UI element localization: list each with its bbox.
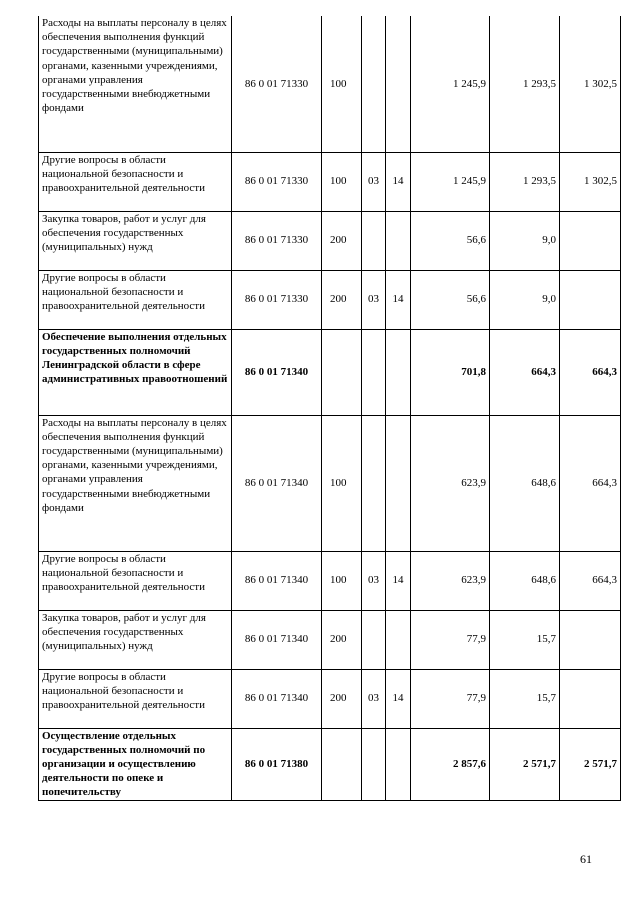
row-vr-cell: 200 bbox=[322, 669, 362, 728]
row-name-cell: Другие вопросы в области национальной безопасности и правоохранительной деятельности bbox=[39, 669, 232, 728]
row-pr-cell: 14 bbox=[386, 551, 411, 610]
table-body bbox=[39, 16, 621, 800]
row-year1-cell: 56,6 bbox=[411, 211, 490, 270]
row-year1-cell: 623,9 bbox=[411, 551, 490, 610]
table-row bbox=[39, 610, 621, 669]
row-rz-cell bbox=[362, 415, 386, 551]
row-rz-cell: 03 bbox=[362, 270, 386, 329]
row-year1-cell: 56,6 bbox=[411, 270, 490, 329]
row-name-cell: Другие вопросы в области национальной безопасности и правоохранительной деятельности bbox=[39, 152, 232, 211]
row-vr-cell: 100 bbox=[322, 152, 362, 211]
table-row bbox=[39, 415, 621, 551]
row-name-cell: Закупка товаров, работ и услуг для обеспечения государственных (муниципальных) нужд bbox=[39, 211, 232, 270]
row-rz-cell bbox=[362, 329, 386, 415]
table-row bbox=[39, 16, 621, 152]
row-name-cell: Расходы на выплаты персоналу в целях обеспечения выполнения функций государственными (муниципальными) органами, казенными учреждениями, органами управления государственными внебюджетными фондами bbox=[39, 415, 232, 551]
row-csr-cell: 86 0 01 71380 bbox=[232, 728, 322, 800]
page-number: 61 bbox=[580, 852, 592, 866]
row-pr-cell bbox=[386, 610, 411, 669]
table-row bbox=[39, 669, 621, 728]
row-year3-cell bbox=[560, 211, 621, 270]
row-pr-cell: 14 bbox=[386, 669, 411, 728]
table-row bbox=[39, 551, 621, 610]
row-vr-cell: 100 bbox=[322, 16, 362, 152]
row-csr-cell: 86 0 01 71330 bbox=[232, 152, 322, 211]
row-name-cell: Расходы на выплаты персоналу в целях обеспечения выполнения функций государственными (муниципальными) органами, казенными учреждениями, органами управления государственными внебюджетными фондами bbox=[39, 16, 232, 152]
row-vr-cell: 200 bbox=[322, 270, 362, 329]
row-vr-cell: 100 bbox=[322, 415, 362, 551]
row-rz-cell bbox=[362, 610, 386, 669]
row-year3-cell bbox=[560, 610, 621, 669]
row-pr-cell bbox=[386, 211, 411, 270]
row-name-cell: Обеспечение выполнения отдельных государственных полномочий Ленинградской области в сфере административных правоотношений bbox=[39, 329, 232, 415]
row-pr-cell bbox=[386, 329, 411, 415]
row-year1-cell: 623,9 bbox=[411, 415, 490, 551]
row-name-cell: Осуществление отдельных государственных полномочий по организации и осуществлению деятельности по опеке и попечительству bbox=[39, 728, 232, 800]
row-year3-cell: 664,3 bbox=[560, 551, 621, 610]
table-row bbox=[39, 270, 621, 329]
row-vr-cell: 200 bbox=[322, 610, 362, 669]
row-name-cell: Другие вопросы в области национальной безопасности и правоохранительной деятельности bbox=[39, 551, 232, 610]
row-pr-cell: 14 bbox=[386, 152, 411, 211]
row-name-cell: Закупка товаров, работ и услуг для обеспечения государственных (муниципальных) нужд bbox=[39, 610, 232, 669]
row-year2-cell: 648,6 bbox=[490, 551, 560, 610]
row-csr-cell: 86 0 01 71340 bbox=[232, 415, 322, 551]
row-year2-cell: 664,3 bbox=[490, 329, 560, 415]
row-vr-cell bbox=[322, 329, 362, 415]
row-year2-cell: 2 571,7 bbox=[490, 728, 560, 800]
row-pr-cell bbox=[386, 728, 411, 800]
row-year2-cell: 9,0 bbox=[490, 211, 560, 270]
row-year2-cell: 1 293,5 bbox=[490, 16, 560, 152]
row-year3-cell bbox=[560, 270, 621, 329]
table-row bbox=[39, 728, 621, 800]
row-year3-cell: 2 571,7 bbox=[560, 728, 621, 800]
row-pr-cell: 14 bbox=[386, 270, 411, 329]
row-year3-cell: 664,3 bbox=[560, 329, 621, 415]
row-csr-cell: 86 0 01 71330 bbox=[232, 16, 322, 152]
row-year1-cell: 1 245,9 bbox=[411, 152, 490, 211]
row-year2-cell: 9,0 bbox=[490, 270, 560, 329]
row-year3-cell: 664,3 bbox=[560, 415, 621, 551]
row-csr-cell: 86 0 01 71330 bbox=[232, 270, 322, 329]
row-vr-cell: 200 bbox=[322, 211, 362, 270]
row-rz-cell: 03 bbox=[362, 551, 386, 610]
row-pr-cell bbox=[386, 16, 411, 152]
table-row bbox=[39, 329, 621, 415]
row-name-cell: Другие вопросы в области национальной безопасности и правоохранительной деятельности bbox=[39, 270, 232, 329]
row-rz-cell bbox=[362, 16, 386, 152]
row-year1-cell: 1 245,9 bbox=[411, 16, 490, 152]
row-year2-cell: 648,6 bbox=[490, 415, 560, 551]
row-year3-cell: 1 302,5 bbox=[560, 16, 621, 152]
row-vr-cell bbox=[322, 728, 362, 800]
row-pr-cell bbox=[386, 415, 411, 551]
budget-table bbox=[38, 16, 621, 801]
row-year2-cell: 15,7 bbox=[490, 669, 560, 728]
row-csr-cell: 86 0 01 71340 bbox=[232, 329, 322, 415]
row-csr-cell: 86 0 01 71330 bbox=[232, 211, 322, 270]
row-year1-cell: 77,9 bbox=[411, 669, 490, 728]
row-rz-cell: 03 bbox=[362, 669, 386, 728]
row-csr-cell: 86 0 01 71340 bbox=[232, 551, 322, 610]
row-year1-cell: 2 857,6 bbox=[411, 728, 490, 800]
row-vr-cell: 100 bbox=[322, 551, 362, 610]
row-year1-cell: 77,9 bbox=[411, 610, 490, 669]
row-year2-cell: 15,7 bbox=[490, 610, 560, 669]
row-csr-cell: 86 0 01 71340 bbox=[232, 610, 322, 669]
table-row bbox=[39, 211, 621, 270]
row-rz-cell bbox=[362, 728, 386, 800]
row-year3-cell: 1 302,5 bbox=[560, 152, 621, 211]
row-year2-cell: 1 293,5 bbox=[490, 152, 560, 211]
row-year1-cell: 701,8 bbox=[411, 329, 490, 415]
table-row bbox=[39, 152, 621, 211]
row-year3-cell bbox=[560, 669, 621, 728]
row-rz-cell bbox=[362, 211, 386, 270]
row-csr-cell: 86 0 01 71340 bbox=[232, 669, 322, 728]
row-rz-cell: 03 bbox=[362, 152, 386, 211]
